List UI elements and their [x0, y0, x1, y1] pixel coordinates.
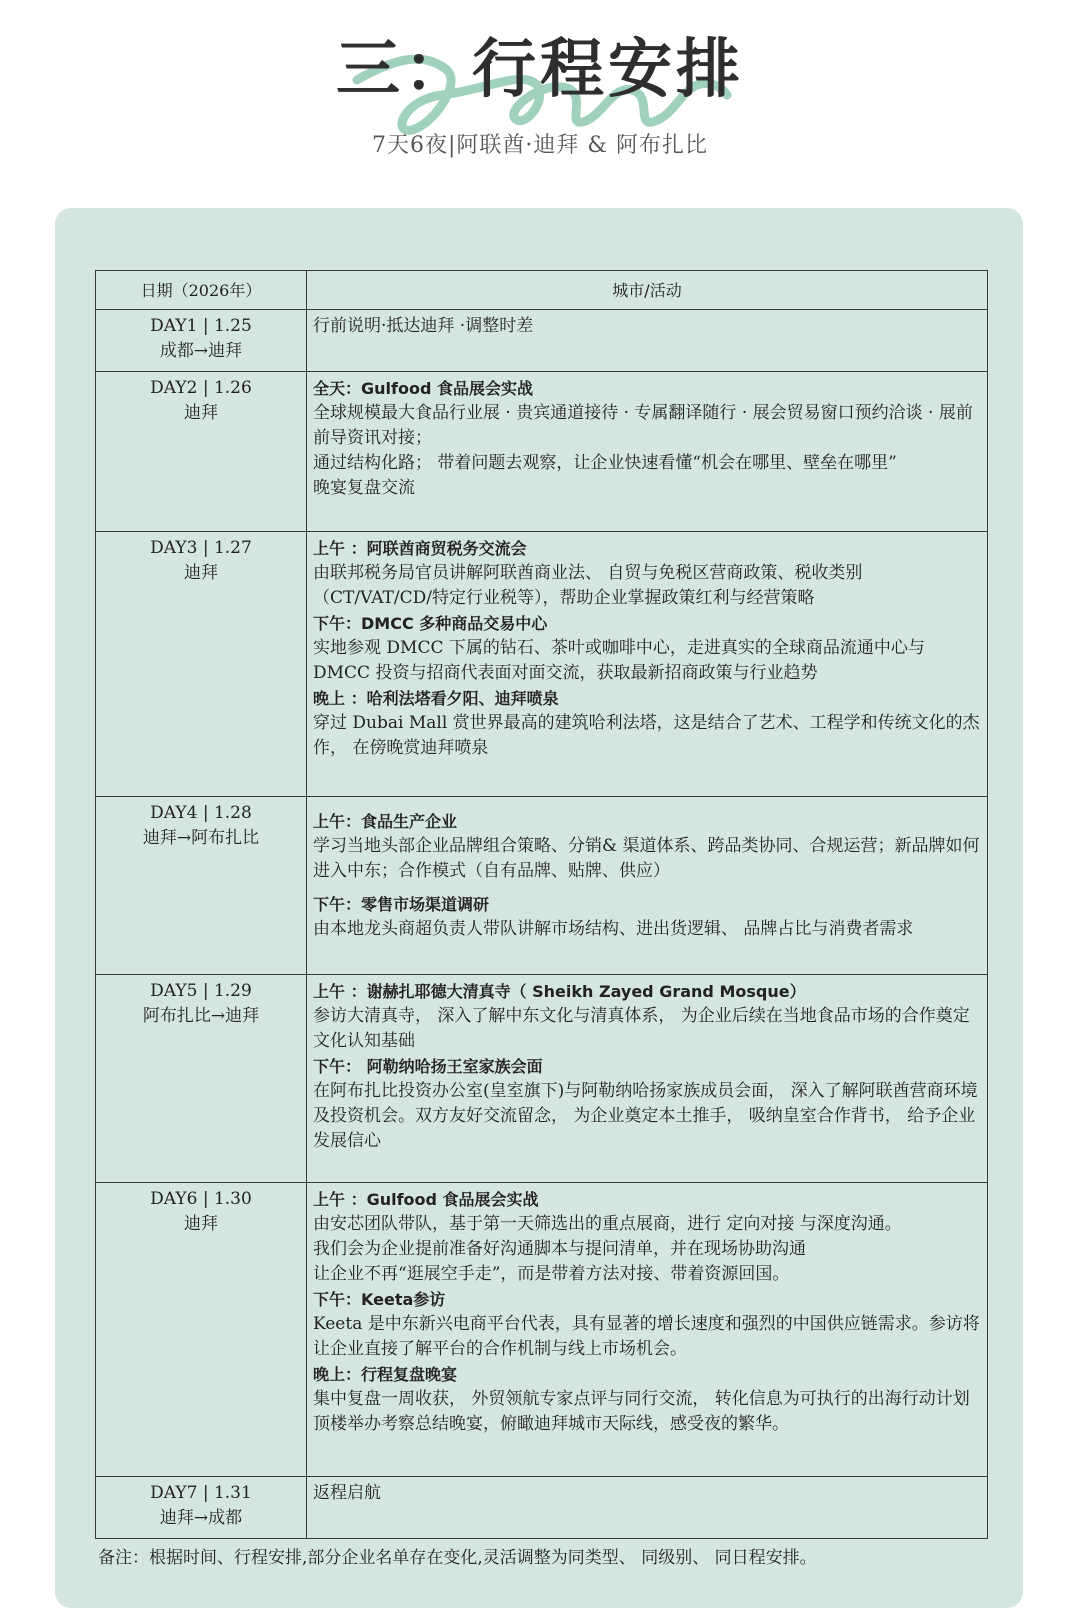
table-row — [96, 1183, 988, 1477]
activity-cell — [307, 1477, 988, 1539]
table-row — [96, 797, 988, 975]
column-header-activity: 城市/活动 — [307, 271, 988, 310]
day-label: DAY6 | 1.30 — [150, 1189, 252, 1209]
city-label: 成都→迪拜 — [159, 341, 243, 361]
activity-heading: 上午 ：阿联酋商贸税务交流会 — [313, 539, 527, 558]
day-label: DAY1 | 1.25 — [150, 316, 252, 336]
page-title: 三：行程安排 — [336, 32, 744, 107]
activity-text: 全球规模最大食品行业展 · 贵宾通道接待 · 专属翻译随行 · 展会贸易窗口预约洽谈 · 展前前导资讯对接； — [313, 403, 973, 448]
table-row — [96, 532, 988, 797]
date-cell — [96, 1183, 307, 1477]
date-cell — [96, 797, 307, 975]
activity-heading: 上午 ：Gulfood 食品展会实战 — [313, 1190, 539, 1209]
activity-text: 我们会为企业提前准备好沟通脚本与提问清单，并在现场协助沟通 — [313, 1239, 806, 1259]
activity-text: 由本地龙头商超负责人带队讲解市场结构、进出货逻辑、 品牌占比与消费者需求 — [313, 919, 914, 939]
activity-heading: 下午：DMCC 多种商品交易中心 — [313, 614, 548, 633]
activity-text: 通过结构化路； 带着问题去观察，让企业快速看懂“机会在哪里、壁垒在哪里” — [313, 453, 897, 473]
activity-text: 学习当地头部企业品牌组合策略、分销& 渠道体系、跨品类协同、合规运营；新品牌如何进入中东；合作模式（自有品牌、贴牌、供应） — [313, 836, 980, 881]
city-label: 迪拜→阿布扎比 — [142, 828, 260, 848]
column-header-date: 日期（2026年） — [96, 271, 307, 310]
activity-text: 由安芯团队带队，基于第一天筛选出的重点展商，进行 定向对接 与深度沟通。 — [313, 1214, 902, 1234]
table-header-row — [96, 271, 988, 310]
activity-heading: 下午： 阿勒纳哈扬王室家族会面 — [313, 1057, 543, 1076]
activity-cell — [307, 797, 988, 975]
day-label: DAY4 | 1.28 — [150, 803, 252, 823]
activity-heading: 晚上 ：哈利法塔看夕阳、迪拜喷泉 — [313, 689, 559, 708]
activity-text: 穿过 Dubai Mall 赏世界最高的建筑哈利法塔，这是结合了艺术、工程学和传统文化的杰作， 在傍晚赏迪拜喷泉 — [313, 713, 980, 758]
activity-heading: 上午 ：谢赫扎耶德大清真寺（ Sheikh Zayed Grand Mosque） — [313, 982, 806, 1001]
activity-text: 顶楼举办考察总结晚宴，俯瞰迪拜城市天际线，感受夜的繁华。 — [313, 1414, 789, 1434]
activity-cell — [307, 372, 988, 532]
activity-cell — [307, 532, 988, 797]
activity-text: 由联邦税务局官员讲解阿联酋商业法、 自贸与免税区营商政策、税收类别（CT/VAT/CD/特定行业税等），帮助企业掌握政策红利与经营策略 — [313, 563, 863, 608]
city-label: 迪拜→成都 — [159, 1508, 243, 1528]
activity-cell — [307, 975, 988, 1183]
activity-text: 让企业不再“逛展空手走”，而是带着方法对接、带着资源回国。 — [313, 1264, 790, 1284]
activity-cell — [307, 1183, 988, 1477]
activity-text: 返程启航 — [313, 1483, 381, 1503]
activity-text: 晚宴复盘交流 — [313, 478, 415, 498]
activity-text: Keeta 是中东新兴电商平台代表，具有显著的增长速度和强烈的中国供应链需求。参访将让企业直接了解平台的合作机制与线上市场机会。 — [313, 1314, 980, 1359]
day-label: DAY5 | 1.29 — [150, 981, 252, 1001]
date-cell — [96, 372, 307, 532]
city-label: 迪拜 — [184, 1214, 218, 1234]
table-row — [96, 372, 988, 532]
page-subtitle: 7天6夜|阿联酋·迪拜 & 阿布扎比 — [372, 133, 708, 158]
city-label: 阿布扎比→迪拜 — [142, 1006, 260, 1026]
activity-text: 在阿布扎比投资办公室(皇室旗下)与阿勒纳哈扬家族成员会面， 深入了解阿联酋营商环境及投资机会。双方友好交流留念， 为企业奠定本土推手， 吸纳皇室合作背书， 给予企业发展信心 — [313, 1081, 978, 1151]
day-label: DAY7 | 1.31 — [150, 1483, 252, 1503]
date-cell — [96, 1477, 307, 1539]
activity-cell — [307, 310, 988, 372]
day-label: DAY3 | 1.27 — [150, 538, 252, 558]
activity-text: 实地参观 DMCC 下属的钻石、茶叶或咖啡中心，走进真实的全球商品流通中心与 DMCC 投资与招商代表面对面交流，获取最新招商政策与行业趋势 — [313, 638, 925, 683]
date-cell — [96, 310, 307, 372]
footnote: 备注：根据时间、行程安排,部分企业名单存在变化,灵活调整为同类型、 同级别、 同日程安排。 — [98, 1548, 817, 1568]
activity-heading: 下午：Keeta参访 — [313, 1290, 446, 1309]
city-label: 迪拜 — [184, 563, 218, 583]
activity-heading: 全天：Gulfood 食品展会实战 — [313, 379, 533, 398]
activity-text: 集中复盘一周收获， 外贸领航专家点评与同行交流， 转化信息为可执行的出海行动计划 — [313, 1389, 970, 1409]
day-label: DAY2 | 1.26 — [150, 378, 252, 398]
date-cell — [96, 532, 307, 797]
table-row — [96, 310, 988, 372]
activity-heading: 上午：食品生产企业 — [313, 812, 458, 831]
table-row — [96, 1477, 988, 1539]
city-label: 迪拜 — [184, 403, 218, 423]
date-cell — [96, 975, 307, 1183]
itinerary-table — [95, 270, 988, 1539]
activity-text: 行前说明·抵达迪拜 ·调整时差 — [313, 316, 534, 336]
activity-text: 参访大清真寺， 深入了解中东文化与清真体系， 为企业后续在当地食品市场的合作奠定文化认知基础 — [313, 1006, 970, 1051]
page-header — [0, 0, 1080, 200]
activity-heading: 晚上：行程复盘晚宴 — [313, 1365, 458, 1384]
table-row — [96, 975, 988, 1183]
activity-heading: 下午：零售市场渠道调研 — [313, 895, 490, 914]
